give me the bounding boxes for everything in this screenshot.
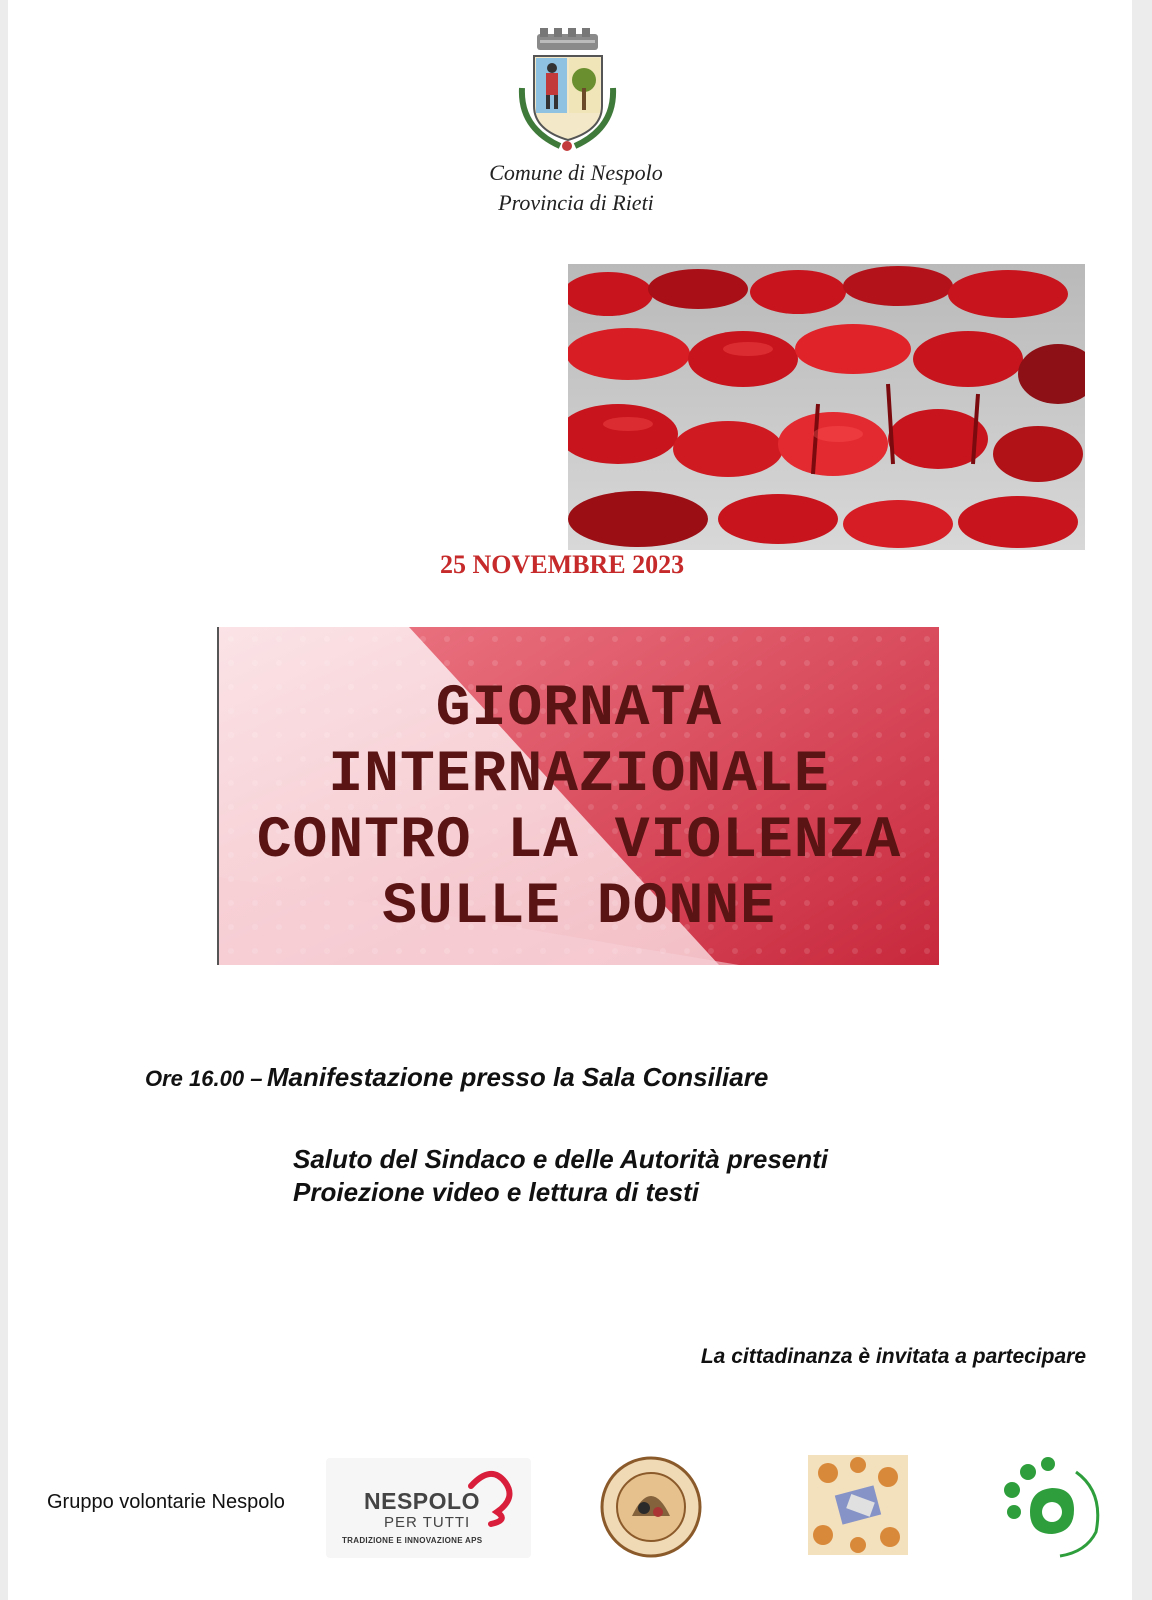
page-right-edge — [1132, 0, 1152, 1600]
page-left-edge — [0, 0, 8, 1600]
pro-loco-nespolo-logo — [600, 1456, 702, 1558]
program-time: Ore 16.00 – — [145, 1066, 263, 1091]
comune-name: Comune di Nespolo — [489, 160, 663, 185]
logo-sub: PER TUTTI — [384, 1514, 471, 1531]
red-shoes-photo — [568, 264, 1085, 550]
municipal-coat-of-arms-icon — [510, 28, 625, 153]
banner-line: GIORNATA — [435, 677, 723, 742]
banner-title — [219, 677, 939, 941]
invitation-text: La cittadinanza è invitata a partecipare — [700, 1345, 1086, 1368]
footer-group-label: Gruppo volontarie Nespolo — [47, 1491, 285, 1513]
banner-line: SULLE DONNE — [382, 875, 776, 940]
heart-icon — [461, 1468, 521, 1528]
banner-line: INTERNAZIONALE — [328, 743, 830, 808]
logo-tagline: TRADIZIONE E INNOVAZIONE APS — [342, 1536, 483, 1545]
program-item: Saluto del Sindaco e delle Autorità presenti — [293, 1144, 829, 1174]
event-title-banner — [217, 627, 939, 965]
program-item: Proiezione video e lettura di testi — [293, 1177, 699, 1207]
program-main-line — [145, 1062, 768, 1093]
program-venue: Manifestazione presso la Sala Consiliare — [266, 1062, 769, 1092]
banner-line: CONTRO LA VIOLENZA — [256, 809, 902, 874]
event-date: 25 NOVEMBRE 2023 — [440, 550, 685, 579]
logo-name: NESPOLO — [364, 1488, 480, 1514]
comune-province: Provincia di Rieti — [498, 190, 654, 215]
aps-hands-logo — [808, 1455, 908, 1555]
riserva-naturale-logo — [1000, 1452, 1110, 1560]
nespolo-per-tutti-logo — [326, 1458, 531, 1558]
